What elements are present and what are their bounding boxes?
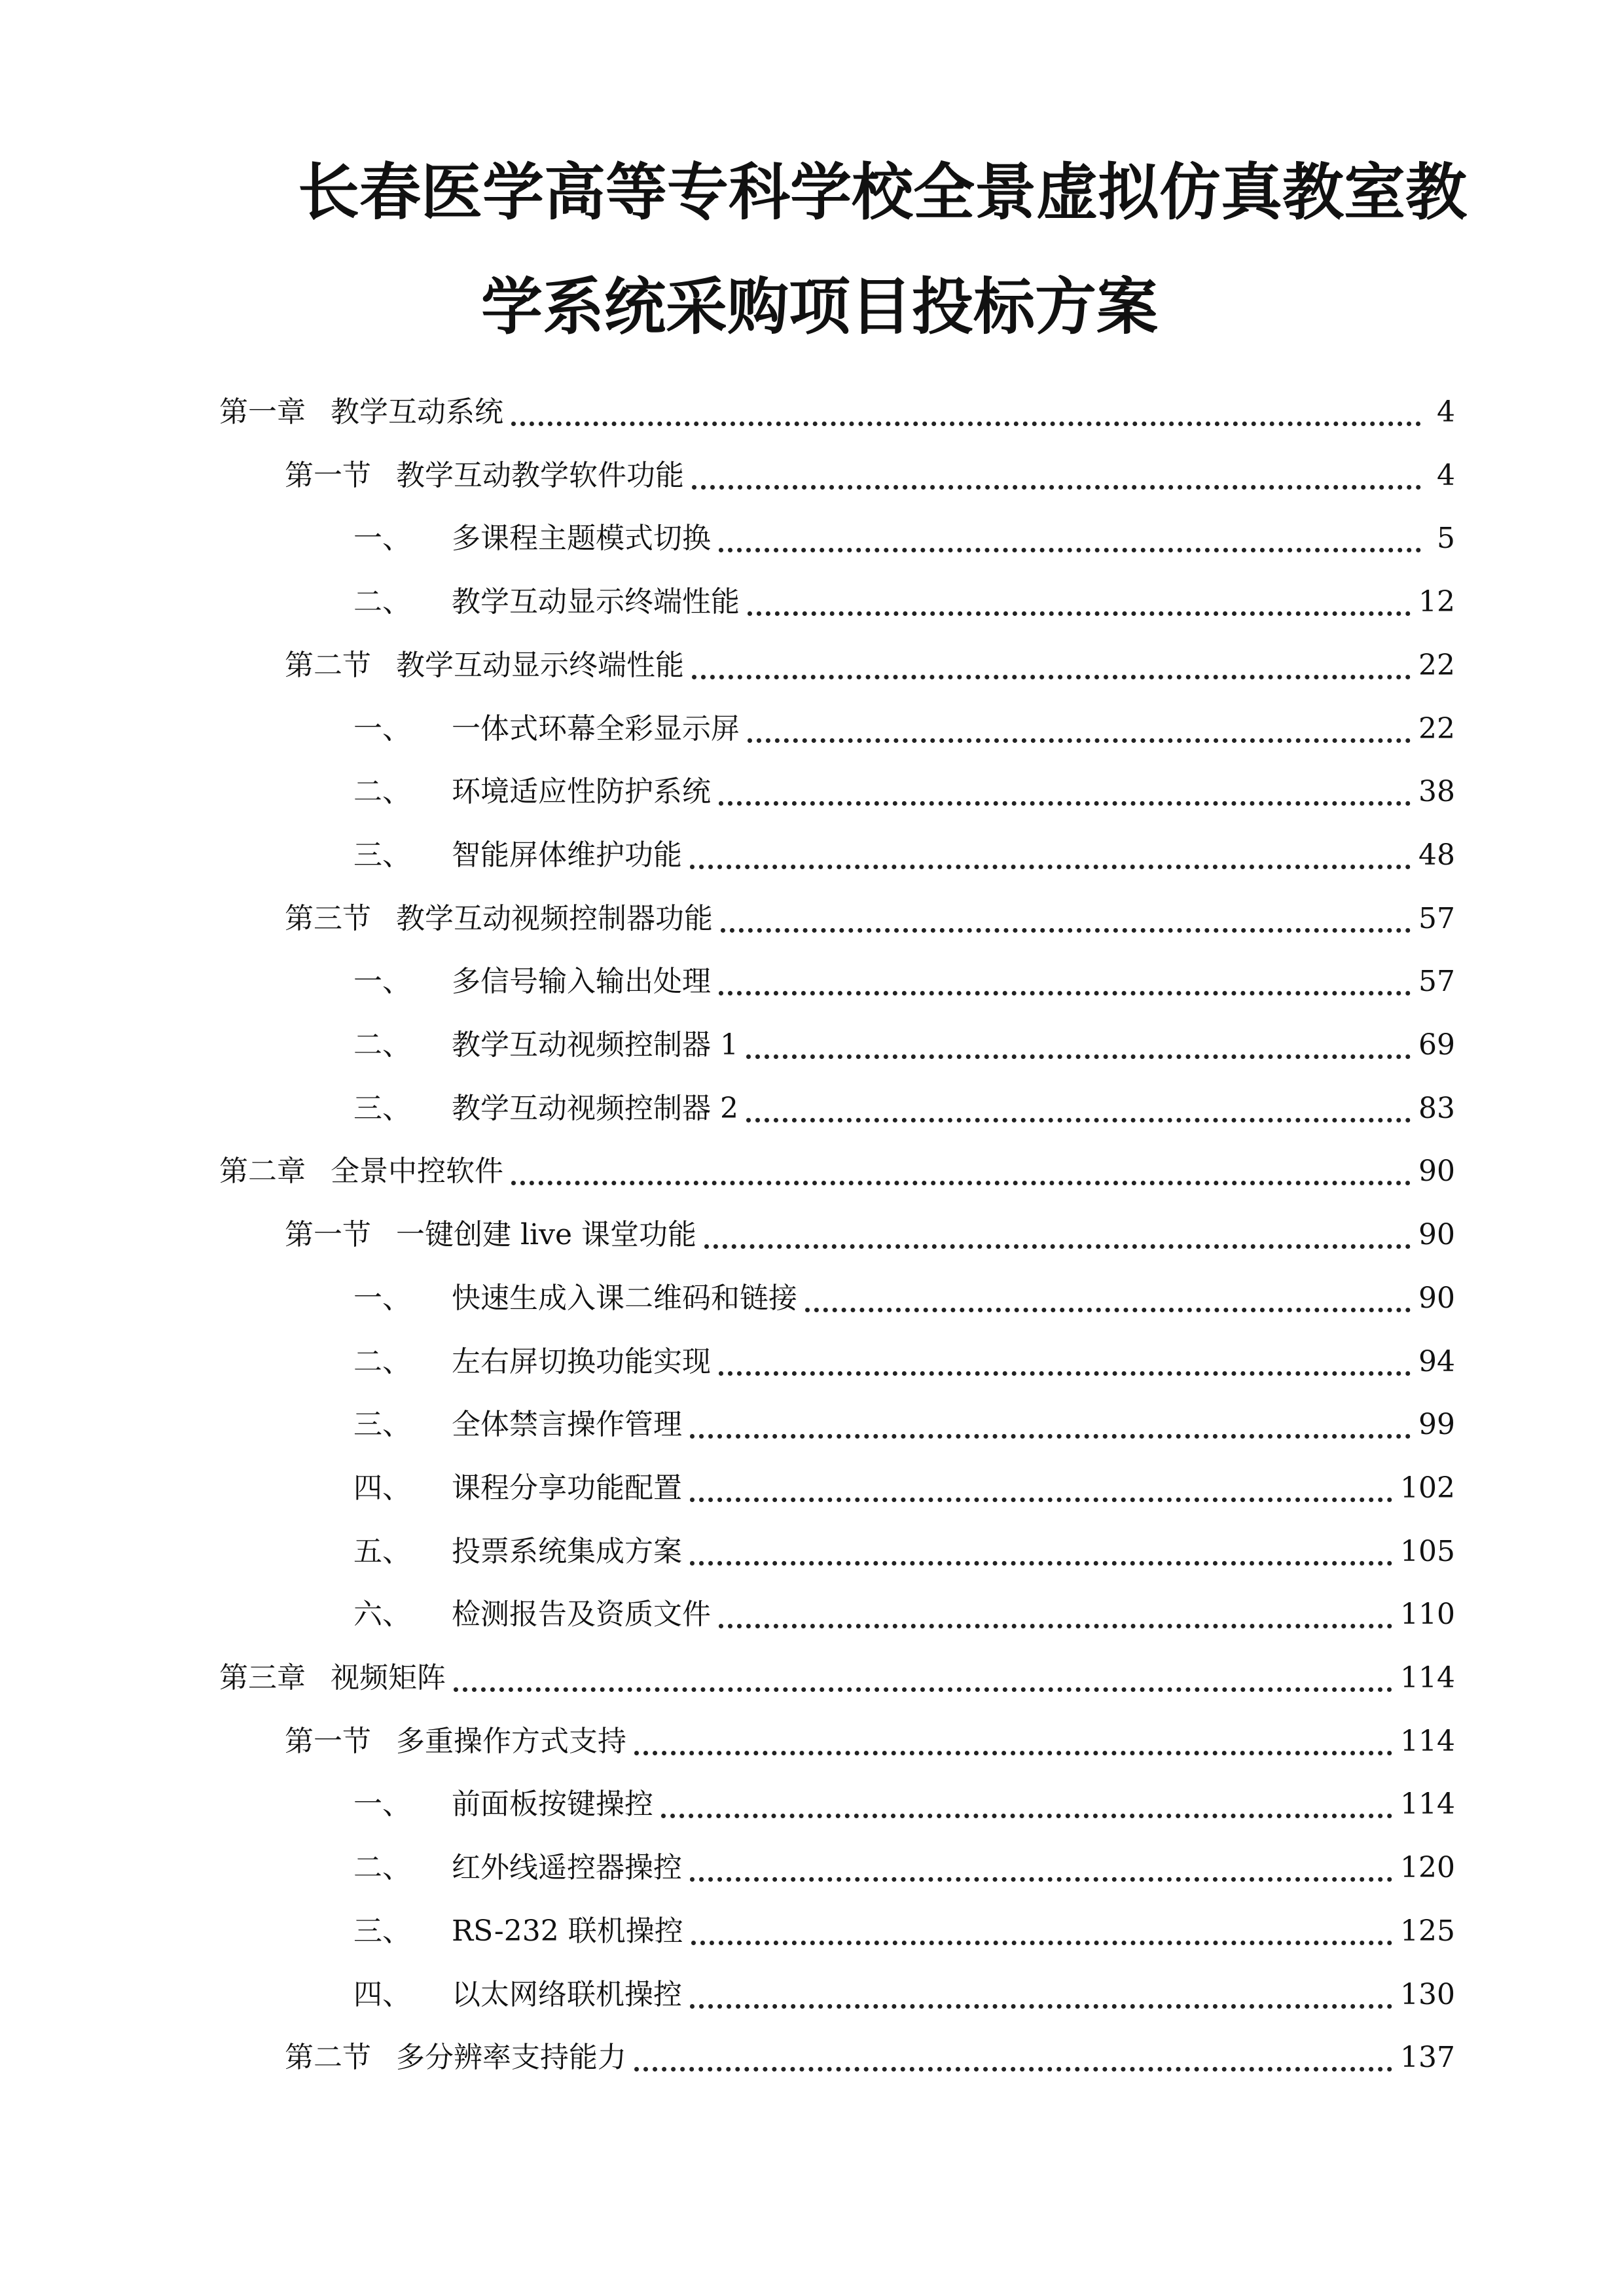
toc-entry[interactable] xyxy=(353,1402,1455,1448)
toc-entry-number: 第二节 xyxy=(285,649,371,682)
toc-entry[interactable] xyxy=(353,1086,1455,1132)
toc-entry-page-number: 5 xyxy=(1437,522,1455,555)
toc-dot-leader xyxy=(746,1054,1411,1059)
toc-entry-number: 三、 xyxy=(353,1408,411,1441)
toc-entry-title: RS-232 联机操控 xyxy=(452,1914,683,1948)
toc-entry-number: 一、 xyxy=(353,712,411,745)
toc-dot-leader xyxy=(634,2067,1392,2072)
toc-entry[interactable] xyxy=(353,833,1455,878)
toc-entry-number: 一、 xyxy=(353,965,411,998)
toc-dot-leader xyxy=(690,1434,1411,1439)
toc-entry-title: 课程分享功能配置 xyxy=(452,1471,682,1505)
toc-entry-title: 多课程主题模式切换 xyxy=(452,522,711,555)
toc-dot-leader xyxy=(748,611,1411,616)
toc-entry-page-number: 4 xyxy=(1437,459,1455,492)
toc-dot-leader xyxy=(719,1371,1411,1376)
toc-entry-page-number: 57 xyxy=(1418,902,1455,935)
toc-entry-number: 一、 xyxy=(353,522,411,555)
toc-entry-number: 六、 xyxy=(353,1598,411,1631)
toc-entry-page-number: 90 xyxy=(1418,1218,1455,1251)
toc-entry-number: 第一章 xyxy=(219,395,306,429)
toc-entry[interactable] xyxy=(353,706,1455,752)
toc-entry-number: 第一节 xyxy=(285,459,371,492)
toc-entry-number: 三、 xyxy=(353,838,411,872)
toc-entry[interactable] xyxy=(353,1339,1455,1385)
toc-dot-leader xyxy=(690,1498,1392,1502)
document-title-line-2: 学系统采购项目投标方案 xyxy=(481,272,1159,343)
toc-dot-leader xyxy=(746,1118,1411,1122)
toc-entry-number: 三、 xyxy=(353,1914,411,1948)
toc-entry-title: 多信号输入输出处理 xyxy=(452,965,711,998)
toc-entry[interactable] xyxy=(353,1022,1455,1068)
toc-entry[interactable] xyxy=(285,643,1455,689)
toc-entry-page-number: 102 xyxy=(1400,1471,1455,1505)
toc-entry-page-number: 130 xyxy=(1400,1978,1455,2011)
toc-entry-title: 快速生成入课二维码和链接 xyxy=(452,1282,797,1315)
toc-entry-page-number: 4 xyxy=(1437,395,1455,429)
toc-entry-page-number: 105 xyxy=(1400,1535,1455,1568)
toc-dot-leader xyxy=(691,1941,1392,1945)
toc-entry[interactable] xyxy=(353,1592,1455,1638)
toc-entry-number: 一、 xyxy=(353,1282,411,1315)
toc-dot-leader xyxy=(719,991,1411,996)
toc-entry-page-number: 69 xyxy=(1418,1028,1455,1062)
toc-entry-number: 第一节 xyxy=(285,1725,371,1758)
toc-entry-number: 二、 xyxy=(353,1345,411,1378)
toc-entry-number: 三、 xyxy=(353,1092,411,1125)
toc-entry[interactable] xyxy=(285,896,1455,942)
toc-entry-page-number: 125 xyxy=(1400,1914,1455,1948)
toc-entry-page-number: 114 xyxy=(1400,1725,1455,1758)
toc-dot-leader xyxy=(511,422,1421,426)
toc-entry-page-number: 120 xyxy=(1400,1851,1455,1884)
toc-entry-page-number: 114 xyxy=(1400,1661,1455,1695)
toc-entry-number: 第三章 xyxy=(219,1661,306,1695)
toc-entry[interactable] xyxy=(285,453,1455,499)
toc-dot-leader xyxy=(748,738,1411,743)
toc-dot-leader xyxy=(692,675,1411,679)
toc-dot-leader xyxy=(634,1751,1392,1755)
toc-entry-page-number: 38 xyxy=(1418,775,1455,808)
toc-entry-title: 一键创建 live 课堂功能 xyxy=(396,1218,697,1251)
toc-entry-title: 多分辨率支持能力 xyxy=(396,2041,626,2074)
toc-entry-title: 全景中控软件 xyxy=(331,1155,503,1188)
toc-entry[interactable] xyxy=(353,769,1455,815)
toc-dot-leader xyxy=(704,1244,1411,1249)
toc-entry-page-number: 114 xyxy=(1400,1787,1455,1821)
toc-dot-leader xyxy=(511,1181,1411,1185)
toc-entry-title: 左右屏切换功能实现 xyxy=(452,1345,711,1378)
toc-entry-title: 全体禁言操作管理 xyxy=(452,1408,682,1441)
toc-entry-page-number: 90 xyxy=(1418,1282,1455,1315)
toc-entry-page-number: 137 xyxy=(1400,2041,1455,2074)
toc-entry-page-number: 83 xyxy=(1418,1092,1455,1125)
toc-entry[interactable] xyxy=(353,1465,1455,1511)
toc-entry[interactable] xyxy=(353,1276,1455,1321)
toc-entry-number: 二、 xyxy=(353,1028,411,1062)
toc-entry[interactable] xyxy=(219,1655,1455,1701)
toc-entry-number: 第三节 xyxy=(285,902,371,935)
toc-entry[interactable] xyxy=(353,1972,1455,2018)
toc-entry[interactable] xyxy=(219,389,1455,435)
toc-entry-number: 四、 xyxy=(353,1978,411,2011)
toc-entry-page-number: 22 xyxy=(1418,712,1455,745)
toc-entry-number: 四、 xyxy=(353,1471,411,1505)
toc-entry-page-number: 110 xyxy=(1400,1598,1455,1631)
toc-entry-title: 教学互动显示终端性能 xyxy=(452,585,740,619)
toc-entry[interactable] xyxy=(353,959,1455,1005)
toc-entry[interactable] xyxy=(219,1149,1455,1194)
toc-entry-number: 一、 xyxy=(353,1787,411,1821)
toc-entry-number: 二、 xyxy=(353,585,411,619)
toc-entry-page-number: 90 xyxy=(1418,1155,1455,1188)
toc-entry[interactable] xyxy=(353,1909,1455,1954)
toc-entry-title: 一体式环幕全彩显示屏 xyxy=(452,712,740,745)
toc-entry-title: 教学互动系统 xyxy=(331,395,503,429)
toc-entry-title: 智能屏体维护功能 xyxy=(452,838,682,872)
toc-entry[interactable] xyxy=(285,1212,1455,1258)
toc-entry[interactable] xyxy=(285,1719,1455,1765)
toc-dot-leader xyxy=(661,1814,1392,1818)
toc-dot-leader xyxy=(690,1877,1392,1882)
toc-dot-leader xyxy=(454,1687,1392,1692)
toc-dot-leader xyxy=(719,548,1421,552)
toc-dot-leader xyxy=(719,801,1411,806)
toc-dot-leader xyxy=(690,865,1411,869)
toc-entry-number: 第二章 xyxy=(219,1155,306,1188)
toc-entry-number: 第二节 xyxy=(285,2041,371,2074)
toc-entry-page-number: 99 xyxy=(1418,1408,1455,1441)
toc-entry-title: 教学互动视频控制器 2 xyxy=(452,1092,738,1125)
toc-entry[interactable] xyxy=(353,1845,1455,1891)
toc-entry-page-number: 57 xyxy=(1418,965,1455,998)
toc-entry[interactable] xyxy=(353,1529,1455,1575)
toc-entry-page-number: 22 xyxy=(1418,649,1455,682)
toc-entry[interactable] xyxy=(353,1782,1455,1827)
toc-entry[interactable] xyxy=(353,516,1455,562)
toc-entry-title: 前面板按键操控 xyxy=(452,1787,653,1821)
toc-dot-leader xyxy=(692,485,1421,490)
toc-entry-page-number: 12 xyxy=(1418,585,1455,619)
toc-dot-leader xyxy=(690,2004,1392,2009)
toc-entry-number: 二、 xyxy=(353,1851,411,1884)
toc-entry-title: 以太网络联机操控 xyxy=(452,1978,682,2011)
toc-entry-title: 教学互动视频控制器功能 xyxy=(396,902,713,935)
document-title-line-1: 长春医学高等专科学校全景虚拟仿真教室教 xyxy=(298,157,1468,228)
toc-dot-leader xyxy=(805,1308,1411,1312)
toc-entry-title: 视频矩阵 xyxy=(331,1661,446,1695)
toc-entry-page-number: 48 xyxy=(1418,838,1455,872)
toc-dot-leader xyxy=(721,928,1411,933)
toc-entry-number: 二、 xyxy=(353,775,411,808)
toc-entry-title: 教学互动视频控制器 1 xyxy=(452,1028,738,1062)
toc-entry-title: 投票系统集成方案 xyxy=(452,1535,682,1568)
toc-entry[interactable] xyxy=(353,579,1455,625)
toc-entry-title: 教学互动教学软件功能 xyxy=(396,459,684,492)
toc-entry-title: 红外线遥控器操控 xyxy=(452,1851,682,1884)
toc-dot-leader xyxy=(719,1624,1392,1628)
toc-dot-leader xyxy=(690,1561,1392,1566)
toc-entry-page-number: 94 xyxy=(1418,1345,1455,1378)
toc-entry-title: 环境适应性防护系统 xyxy=(452,775,711,808)
toc-entry-title: 多重操作方式支持 xyxy=(396,1725,626,1758)
toc-entry-number: 第一节 xyxy=(285,1218,371,1251)
toc-entry-title: 教学互动显示终端性能 xyxy=(396,649,684,682)
toc-entry-number: 五、 xyxy=(353,1535,411,1568)
toc-entry[interactable] xyxy=(285,2035,1455,2081)
toc-entry-title: 检测报告及资质文件 xyxy=(452,1598,711,1631)
